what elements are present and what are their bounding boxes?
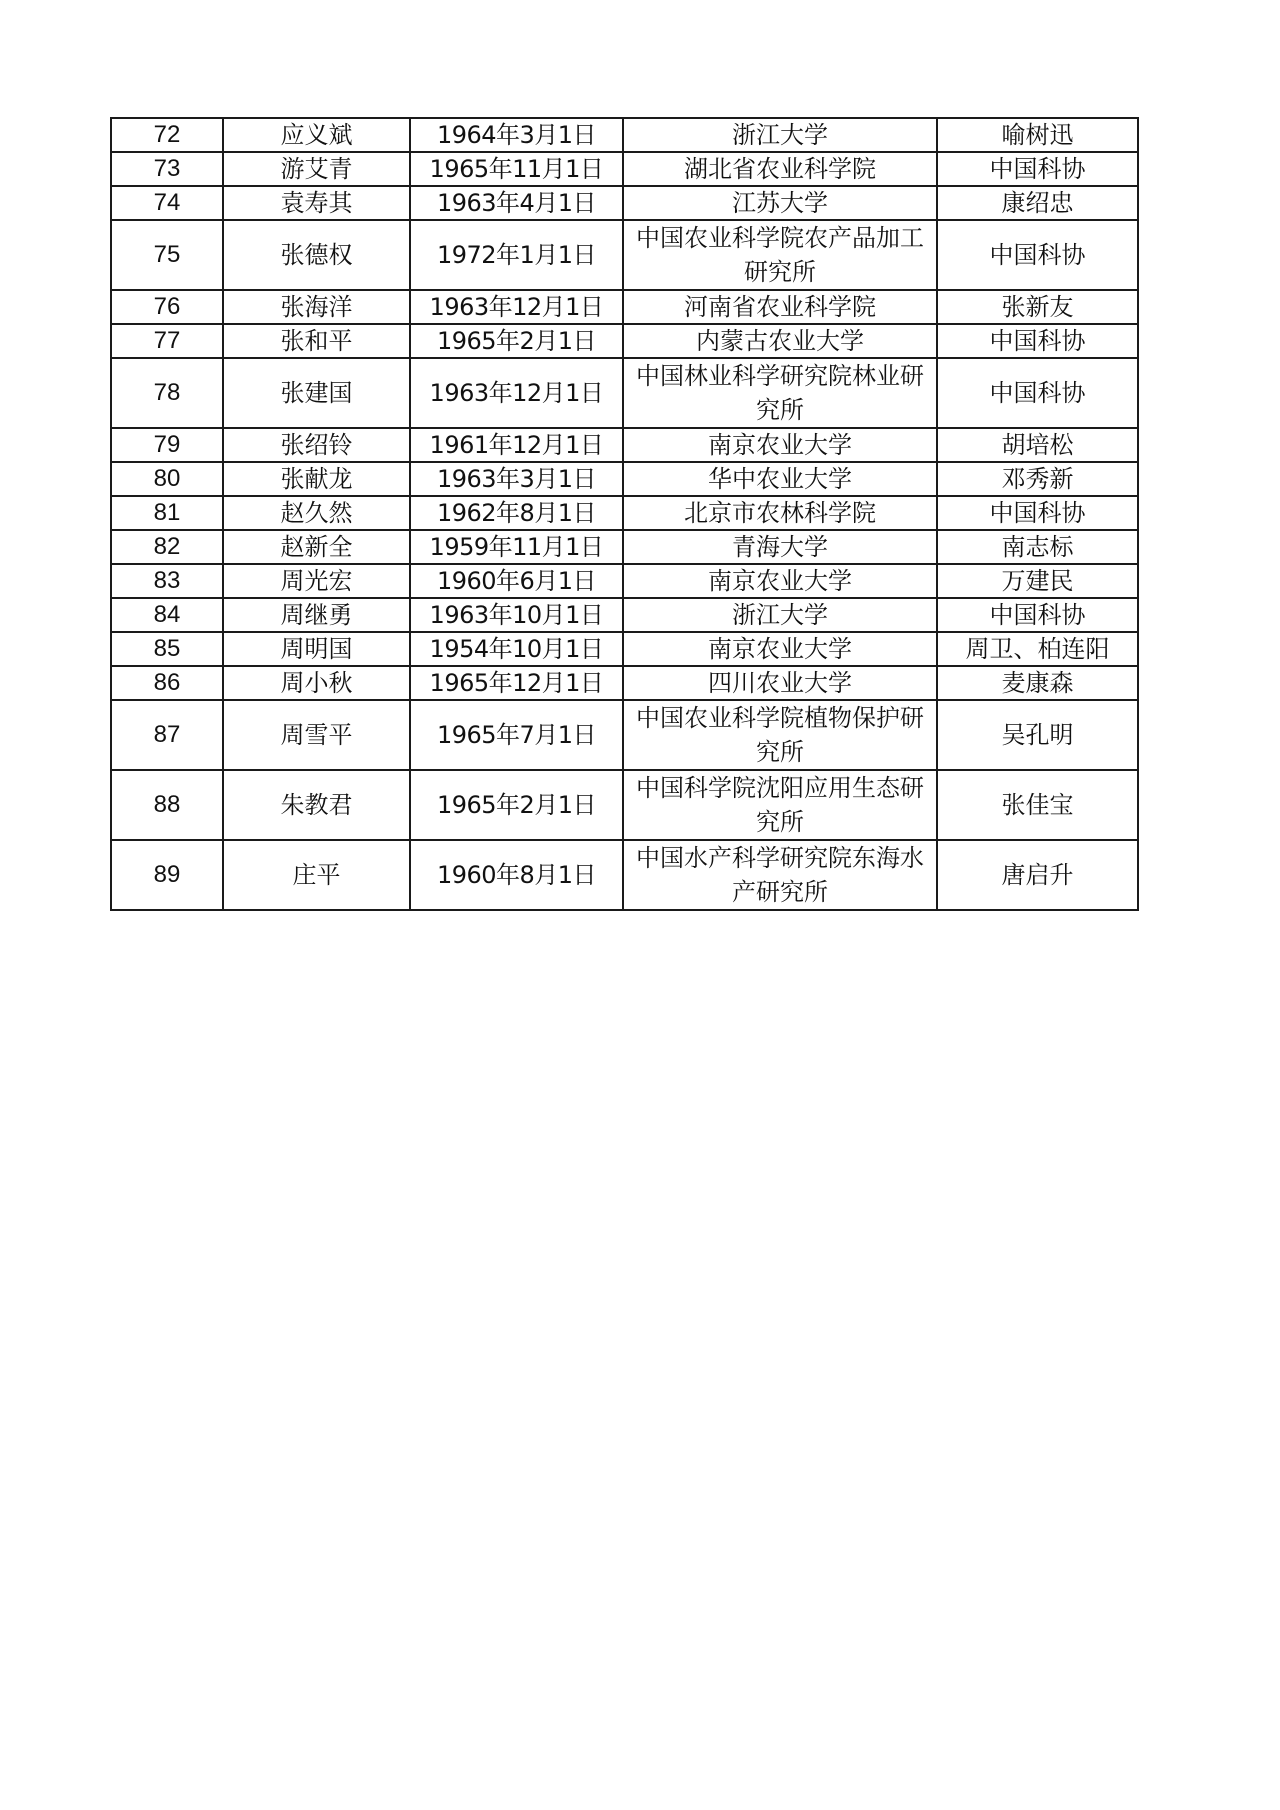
table-row <box>111 770 1138 840</box>
birth-date: 1963年12月1日 <box>410 290 623 324</box>
organization: 浙江大学 <box>623 118 937 152</box>
candidate-name: 周明国 <box>223 632 410 666</box>
table-row <box>111 462 1138 496</box>
candidate-name: 张献龙 <box>223 462 410 496</box>
recommender: 中国科协 <box>937 152 1138 186</box>
organization: 湖北省农业科学院 <box>623 152 937 186</box>
table-row <box>111 152 1138 186</box>
recommender: 万建民 <box>937 564 1138 598</box>
row-number: 73 <box>111 152 223 186</box>
recommender: 南志标 <box>937 530 1138 564</box>
recommender: 唐启升 <box>937 840 1138 910</box>
recommender: 康绍忠 <box>937 186 1138 220</box>
row-number: 72 <box>111 118 223 152</box>
recommender: 喻树迅 <box>937 118 1138 152</box>
candidate-name: 周小秋 <box>223 666 410 700</box>
organization: 江苏大学 <box>623 186 937 220</box>
row-number: 86 <box>111 666 223 700</box>
row-number: 87 <box>111 700 223 770</box>
table-row <box>111 564 1138 598</box>
row-number: 76 <box>111 290 223 324</box>
organization: 中国农业科学院农产品加工研究所 <box>623 220 937 290</box>
birth-date: 1972年1月1日 <box>410 220 623 290</box>
birth-date: 1965年2月1日 <box>410 770 623 840</box>
birth-date: 1960年8月1日 <box>410 840 623 910</box>
candidate-name: 张建国 <box>223 358 410 428</box>
birth-date: 1963年4月1日 <box>410 186 623 220</box>
organization: 南京农业大学 <box>623 632 937 666</box>
row-number: 82 <box>111 530 223 564</box>
row-number: 74 <box>111 186 223 220</box>
birth-date: 1959年11月1日 <box>410 530 623 564</box>
birth-date: 1963年10月1日 <box>410 598 623 632</box>
candidate-table <box>110 117 1139 911</box>
table-row <box>111 358 1138 428</box>
table-row <box>111 186 1138 220</box>
birth-date: 1964年3月1日 <box>410 118 623 152</box>
recommender: 张佳宝 <box>937 770 1138 840</box>
row-number: 81 <box>111 496 223 530</box>
candidate-name: 周光宏 <box>223 564 410 598</box>
recommender: 中国科协 <box>937 496 1138 530</box>
birth-date: 1963年12月1日 <box>410 358 623 428</box>
row-number: 83 <box>111 564 223 598</box>
candidate-name: 庄平 <box>223 840 410 910</box>
organization: 青海大学 <box>623 530 937 564</box>
organization: 南京农业大学 <box>623 564 937 598</box>
candidate-name: 张海洋 <box>223 290 410 324</box>
candidate-name: 赵新全 <box>223 530 410 564</box>
organization: 中国农业科学院植物保护研究所 <box>623 700 937 770</box>
row-number: 88 <box>111 770 223 840</box>
recommender: 张新友 <box>937 290 1138 324</box>
organization: 中国林业科学研究院林业研究所 <box>623 358 937 428</box>
organization: 浙江大学 <box>623 598 937 632</box>
recommender: 中国科协 <box>937 598 1138 632</box>
organization: 河南省农业科学院 <box>623 290 937 324</box>
recommender: 邓秀新 <box>937 462 1138 496</box>
table-row <box>111 530 1138 564</box>
table-row <box>111 632 1138 666</box>
birth-date: 1954年10月1日 <box>410 632 623 666</box>
candidate-name: 张和平 <box>223 324 410 358</box>
birth-date: 1961年12月1日 <box>410 428 623 462</box>
row-number: 78 <box>111 358 223 428</box>
birth-date: 1965年11月1日 <box>410 152 623 186</box>
row-number: 75 <box>111 220 223 290</box>
recommender: 胡培松 <box>937 428 1138 462</box>
recommender: 中国科协 <box>937 220 1138 290</box>
organization: 华中农业大学 <box>623 462 937 496</box>
organization: 中国水产科学研究院东海水产研究所 <box>623 840 937 910</box>
table-row <box>111 598 1138 632</box>
candidate-name: 张绍铃 <box>223 428 410 462</box>
birth-date: 1965年2月1日 <box>410 324 623 358</box>
birth-date: 1963年3月1日 <box>410 462 623 496</box>
birth-date: 1962年8月1日 <box>410 496 623 530</box>
candidate-name: 张德权 <box>223 220 410 290</box>
row-number: 79 <box>111 428 223 462</box>
table-row <box>111 840 1138 910</box>
birth-date: 1965年12月1日 <box>410 666 623 700</box>
organization: 四川农业大学 <box>623 666 937 700</box>
birth-date: 1965年7月1日 <box>410 700 623 770</box>
candidate-name: 赵久然 <box>223 496 410 530</box>
recommender: 吴孔明 <box>937 700 1138 770</box>
table-row <box>111 496 1138 530</box>
table-row <box>111 220 1138 290</box>
row-number: 77 <box>111 324 223 358</box>
candidate-name: 朱教君 <box>223 770 410 840</box>
candidate-name: 游艾青 <box>223 152 410 186</box>
organization: 中国科学院沈阳应用生态研究所 <box>623 770 937 840</box>
row-number: 89 <box>111 840 223 910</box>
organization: 北京市农林科学院 <box>623 496 937 530</box>
table-row <box>111 700 1138 770</box>
recommender: 中国科协 <box>937 324 1138 358</box>
table-row <box>111 666 1138 700</box>
row-number: 84 <box>111 598 223 632</box>
table-row <box>111 118 1138 152</box>
organization: 内蒙古农业大学 <box>623 324 937 358</box>
recommender: 周卫、柏连阳 <box>937 632 1138 666</box>
candidate-name: 周继勇 <box>223 598 410 632</box>
recommender: 麦康森 <box>937 666 1138 700</box>
candidate-name: 应义斌 <box>223 118 410 152</box>
organization: 南京农业大学 <box>623 428 937 462</box>
row-number: 80 <box>111 462 223 496</box>
table-row <box>111 428 1138 462</box>
birth-date: 1960年6月1日 <box>410 564 623 598</box>
candidate-name: 袁寿其 <box>223 186 410 220</box>
row-number: 85 <box>111 632 223 666</box>
recommender: 中国科协 <box>937 358 1138 428</box>
table-row <box>111 324 1138 358</box>
table-row <box>111 290 1138 324</box>
candidate-name: 周雪平 <box>223 700 410 770</box>
